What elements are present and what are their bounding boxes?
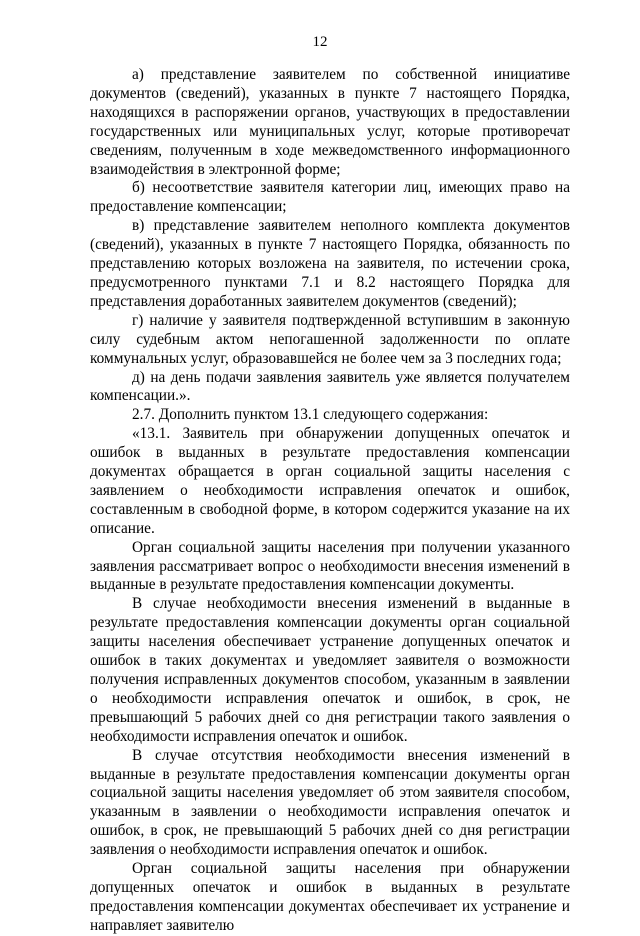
document-body [90, 66, 570, 936]
paragraph-no-changes: В случае отсутствия необходимости внесения изменений в выданные в результате предоставления компенсации документы орган социальной защиты населения уведомляет об этом заявителя способом, указанным в заявлении о необходимости исправления опечаток и ошибок, в срок, не превышающий 5 рабочих дней со дня регистрации заявления о необходимости исправления опечаток и ошибок. [90, 746, 570, 859]
page-number: 12 [312, 34, 328, 50]
paragraph-changes-needed: В случае необходимости внесения изменений в выданные в результате предоставления компенсации документы орган социальной защиты населения обеспечивает устранение допущенных опечаток и ошибок в таких документах и уведомляет заявителя о возможности получения исправленных документов способом, указанным в заявлении о необходимости исправления опечаток и ошибок, в срок, не превышающий 5 рабочих дней со дня регистрации такого заявления о необходимости исправления опечаток и ошибок. [90, 595, 570, 745]
paragraph-13-1: «13.1. Заявитель при обнаружении допущенных опечаток и ошибок в выданных в результате предоставления компенсации документах обращается в орган социальной защиты населения с заявлением о необходимости исправления опечаток и ошибок, составленным в свободной форме, в котором содержится указание на их описание. [90, 425, 570, 537]
paragraph-item-a: а) представление заявителем по собственной инициативе документов (сведений), указанных в пункте 7 настоящего Порядка, находящихся в распоряжении органов, участвующих в предоставлении государственных или муниципальных услуг, которые противоречат сведениям, полученным в ходе межведомственного информационного взаимодействия в электронной форме; [90, 66, 570, 178]
paragraph-item-d: д) на день подачи заявления заявитель уже является получателем компенсации.». [90, 368, 570, 405]
paragraph-item-b: б) несоответствие заявителя категории лиц, имеющих право на предоставление компенсации; [90, 179, 570, 216]
paragraph-item-g: г) наличие у заявителя подтвержденной вступившим в законную силу судебным актом непогашенной задолженности по оплате коммунальных услуг, образовавшейся не более чем за 3 последних года; [90, 311, 570, 367]
paragraph-item-v: в) представление заявителем неполного комплекта документов (сведений), указанных в пункте 7 настоящего Порядка, обязанность по представлению которых возложена на заявителя, по истечении срока, предусмотренного пунктами 7.1 и 8.2 настоящего Порядка для представления доработанных заявителем документов (сведений); [90, 217, 570, 310]
paragraph-self-detection: Орган социальной защиты населения при обнаружении допущенных опечаток и ошибок в выданных в результате предоставления компенсации документах обеспечивает их устранение и направляет заявителю [90, 860, 570, 934]
paragraph-2-7: 2.7. Дополнить пунктом 13.1 следующего содержания: [132, 406, 489, 424]
paragraph-review: Орган социальной защиты населения при получении указанного заявления рассматривает вопрос о необходимости внесения изменений в выданные в результате предоставления компенсации документы. [90, 538, 570, 594]
